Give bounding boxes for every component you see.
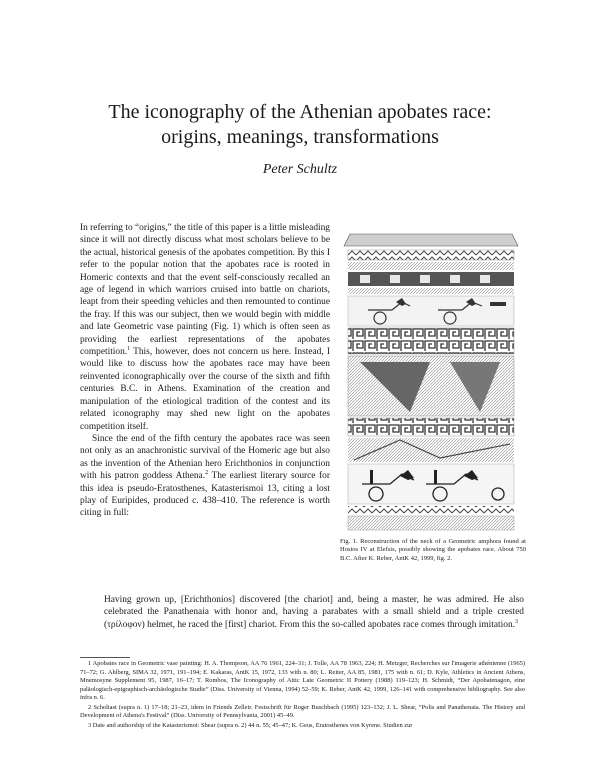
footnote-ref-3: 3 [514,618,518,625]
title-line-1: The iconography of the Athenian apobates race: [108,101,492,123]
paragraph-1 [80,222,330,433]
footnote-1: 1 Apobates race in Geometric vase painting: H. A. Thompson, AA 76 1961, 224–31; J. Tolle, AA 78 1963, 224; H. Metzger, Recherches sur l'imagerie athénienne (1965) 71–72; G. Ahlberg, SIMA 32, 1971, 191–194; E. Kakaras, AntK 15, 1972, 133 with n. 80; L. Reiter, AA 85, 1981, 175 with n. 61; D. Kyle, Athletics in Ancient Athens, Mnemosyne Supplement 95, 1987, 16–17; T. Rombos, The Iconography of Attic Late Geometric II Pottery (1988) 119–123; H. Schmidt, “Der Apobatenagon, eine paläologisch-epigraphisch-archäologische Studie” (Diss. University of Vienna, 1994) 52–59; K. Reber, AntK 42, 1999, 126–141 with comprehensive bibliography. See also infra n. 6. [80,660,525,701]
quoted-passage [104,594,524,631]
footnotes [80,660,525,731]
figure-caption: Fig. 1. Reconstruction of the neck of a Geometric amphora found at Hosios IV at Elefsis, possibly showing the apobates race. About 750 B.C. After K. Reber, AntK 42, 1999, fig. 2. [340,538,526,562]
footnote-2: 2 Scholiast (supra n. 1) 17–18; 21–23, idem in Friends Zelleir. Festschrift für Roger Buschbach (1995) 123–132; J. L. Shear, “Polis and Panathenaia. The History and Development of Athena's Festival” (Diss. University of Pennsylvania, 2001) 45–49. [80,703,525,719]
title-line-2: origins, meanings, transformations [161,126,439,148]
footnote-ref-1: 1 [127,345,131,352]
body-text-column [80,222,330,520]
amphora-rim [344,234,518,246]
paragraph-1-part-a: In referring to “origins,” the title of this paper is a little misleading since it will not directly discuss what most scholars believe to be the actual, historical genesis of the apobates competition. By this I refer to the popular notion that the apobates race is rooted in Homeric contexts and that the event self-consciously recalled an age of legend in which warriors cruised into battle on chariots, leapt from their speeding vehicles and then remounted to continue the fray. If this was our subject, then we would begin with middle and late Geometric vase painting (Fig. 1) which is often seen as providing the earliest representations of the apobates competition. [80,223,330,358]
paragraph-1-part-b: This, however, does not concern us here. Instead, I would like to discuss how the apobates race may have been reinvented iconographically over the course of the sixth and fifth centuries B.C. in Athens. Examination of the creation and manipulation of the etiological tradition of the contest and its related iconography may shed new light on the apobates competition itself. [80,347,330,432]
footnote-divider [80,657,130,658]
paragraph-2-part-a: Since the end of the fifth century the apobates race was seen not only as an anachronistic survival of the Homeric age but also as the invention of the Athenian hero Erichthonios in conjunction with his patron goddess Athena. [80,433,330,482]
article-title [60,100,540,150]
paragraph-2-part-b: The earliest literary source for this idea is pseudo-Eratosthenes, Katasterismoi 13, citing a lost play of Euripides, produced c. 438–410. The reference is worth citing in full: [80,471,330,519]
paragraph-2 [80,433,330,520]
footnote-3: 3 Date and authorship of the Katasterismoi: Shear (supra n. 2) 44 n. 55; 45–47; K. Geus, Eratosthenes von Kyrene. Studien zur [88,721,413,729]
quoted-passage-text: Having grown up, [Erichthonios] discovered [the chariot] and, being a master, he was admired. He also celebrated the Panathenaia with honor and, having a parabates with a small shield and a triple crested (τρίλοφον) helmet, he raced the [first] chariot. From this the so-called apobates race comes through imitation. [104,595,524,630]
amphora-figure [340,232,522,534]
footnote-ref-2: 2 [205,470,209,476]
amphora-neck-drawing [340,232,522,534]
author-name: Peter Schultz [262,162,338,177]
